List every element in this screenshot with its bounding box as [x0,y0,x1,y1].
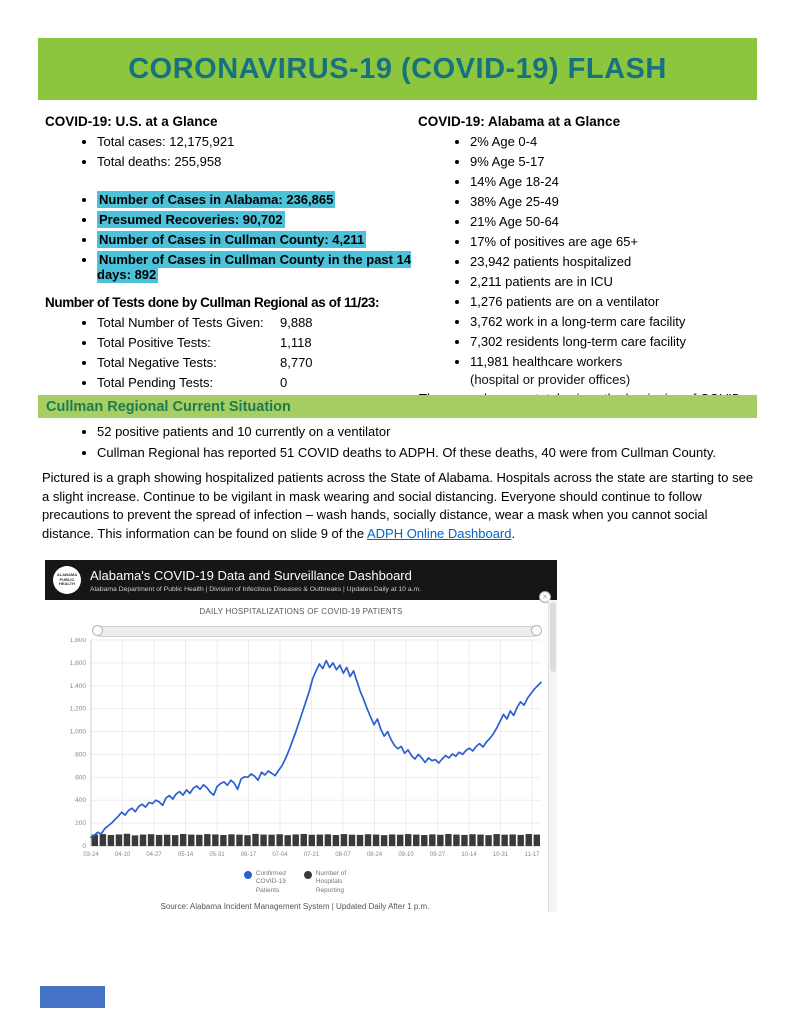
svg-text:10-31: 10-31 [492,852,509,858]
svg-text:800: 800 [75,751,86,759]
paragraph-text: Pictured is a graph showing hospitalized patients across the State of Alabama. Hospitals across the state are starting to see a slight increase. Continue to be vigilant in mask wearing and social distancing. Everyone should continue to follow precautions to prevent the spread of infection – wash hands, socially distance, wear a mask when you cannot social distance. This information can be found on slide 9 of the [42,470,754,541]
footer-blue-box [40,986,105,1008]
legend-label: Number of Hospitals Reporting [315,870,347,894]
test-label: • Total Pending Tests: [97,375,214,390]
paragraph-text: . [511,525,516,541]
list-item: • 17% of positives are age 65+ [470,234,763,249]
chart-area [45,594,557,918]
list-item: • 9% Age 5-17 [470,154,763,169]
test-label: • Total Number of Tests Given: [97,315,264,330]
test-value: 8,770 [280,355,313,370]
svg-text:1,000: 1,000 [69,728,86,736]
svg-text:05-14: 05-14 [177,852,194,858]
list-item [97,375,417,390]
list-item: • 3,762 work in a long-term care facility [470,314,763,329]
legend-label: Confirmed COVID-19 Patients [255,870,286,894]
svg-text:1,200: 1,200 [69,705,86,713]
svg-text:08-07: 08-07 [335,852,351,858]
highlighted-text: Number of Cases in Cullman County in the past 14 days: 892 [97,252,412,282]
list-item: • 52 positive patients and 10 currently on a ventilator [97,424,763,439]
slider-left-handle[interactable] [92,625,103,636]
list-item: • 2% Age 0-4 [470,134,763,149]
alabama-glance-section [418,114,763,406]
highlighted-text: Number of Cases in Alabama: 236,865 [99,192,334,207]
graph-description-paragraph [42,469,758,543]
legend-item[interactable] [304,870,346,895]
dashboard-subtitle: Alabama Department of Public Health | Division of Infectious Diseases & Outbreaks | Updates Daily at 10 a.m. [90,585,422,593]
svg-text:11-17: 11-17 [524,852,540,858]
list-item: • 21% Age 50-64 [470,214,763,229]
scrollbar-thumb[interactable] [550,602,556,672]
svg-text:07-21: 07-21 [303,852,320,858]
dashboard-titles [90,568,421,593]
svg-text:1,800: 1,800 [69,638,86,644]
svg-text:08-24: 08-24 [366,852,383,858]
list-item: • 7,302 residents long-term care facility [470,334,763,349]
svg-text:07-04: 07-04 [272,852,288,858]
svg-text:06-17: 06-17 [240,852,257,858]
list-item [97,192,417,207]
svg-text:10-14: 10-14 [461,852,477,858]
current-situation-heading: Cullman Regional Current Situation [46,398,291,415]
current-situation-bar [38,395,757,418]
test-label: • Total Positive Tests: [97,335,211,350]
list-item: • 14% Age 18-24 [470,174,763,189]
legend-dot-icon [304,871,312,879]
chart-refresh-icon[interactable]: ✕ [539,591,551,603]
svg-text:05-31: 05-31 [209,852,225,858]
test-label: • Total Negative Tests: [97,355,217,370]
chart-legend [45,870,545,895]
highlighted-text: Number of Cases in Cullman County: 4,211 [99,232,365,247]
svg-text:09-10: 09-10 [398,852,414,858]
date-range-slider[interactable] [95,626,539,637]
svg-text:600: 600 [75,774,86,782]
list-item [97,315,417,330]
adph-dashboard-screenshot [45,560,557,918]
list-item: • Total deaths: 255,958 [97,154,417,169]
adph-dashboard-link[interactable]: ADPH Online Dashboard [366,525,512,541]
list-item [97,232,417,247]
list-item: • Cullman Regional has reported 51 COVID deaths to ADPH. Of these deaths, 40 were from Cullman County. [97,445,763,460]
test-value: 9,888 [280,315,313,330]
list-item [97,212,417,227]
title-banner [38,38,757,100]
svg-text:1,400: 1,400 [69,682,86,690]
svg-text:400: 400 [75,797,86,805]
highlighted-list [45,192,417,282]
svg-text:200: 200 [75,820,86,828]
highlighted-text: Presumed Recoveries: 90,702 [99,212,283,227]
svg-text:04-10: 04-10 [114,852,131,858]
svg-text:03-24: 03-24 [83,852,99,858]
alabama-glance-heading: COVID-19: Alabama at a Glance [418,114,621,129]
tests-list [45,315,417,390]
tests-heading: Number of Tests done by Cullman Regional as of 11/23: [45,295,380,310]
dashboard-header [45,560,557,600]
page-title: CORONAVIRUS-19 (COVID-19) FLASH [128,52,667,85]
legend-item[interactable] [244,870,286,895]
hospitalizations-chart [47,638,552,868]
us-glance-section [45,114,417,395]
us-glance-heading: COVID-19: U.S. at a Glance [45,114,218,129]
vertical-scrollbar[interactable] [548,600,557,912]
svg-text:0: 0 [82,843,86,850]
dashboard-title: Alabama's COVID-19 Data and Surveillance Dashboard [90,567,412,583]
svg-text:1,600: 1,600 [69,659,86,667]
list-item: • 11,981 healthcare workers [470,354,763,369]
legend-dot-icon [244,871,252,879]
test-value: 0 [280,375,288,390]
list-item [97,335,417,350]
adph-logo-icon: ALABAMA PUBLIC HEALTH [53,566,81,594]
current-situation-list [45,419,763,466]
list-item: • 2,211 patients are in ICU [470,274,763,289]
us-glance-list [45,134,417,169]
chart-source: Source: Alabama Incident Management System | Updated Daily After 1 p.m. [160,902,430,911]
list-item [97,252,417,282]
list-item: • 38% Age 25-49 [470,194,763,209]
alabama-glance-list [418,134,763,369]
slider-right-handle[interactable] [531,625,542,636]
spacer [45,174,417,187]
svg-text:09-27: 09-27 [429,852,446,858]
svg-text:04-27: 04-27 [146,852,162,858]
chart-title: DAILY HOSPITALIZATIONS OF COVID-19 PATIENTS [199,607,403,616]
healthcare-workers-subline: (hospital or provider offices) [470,372,631,387]
test-value: 1,118 [280,335,312,350]
list-item: • Total cases: 12,175,921 [97,134,417,149]
list-item: • 23,942 patients hospitalized [470,254,763,269]
list-item [97,355,417,370]
list-item: • 1,276 patients are on a ventilator [470,294,763,309]
